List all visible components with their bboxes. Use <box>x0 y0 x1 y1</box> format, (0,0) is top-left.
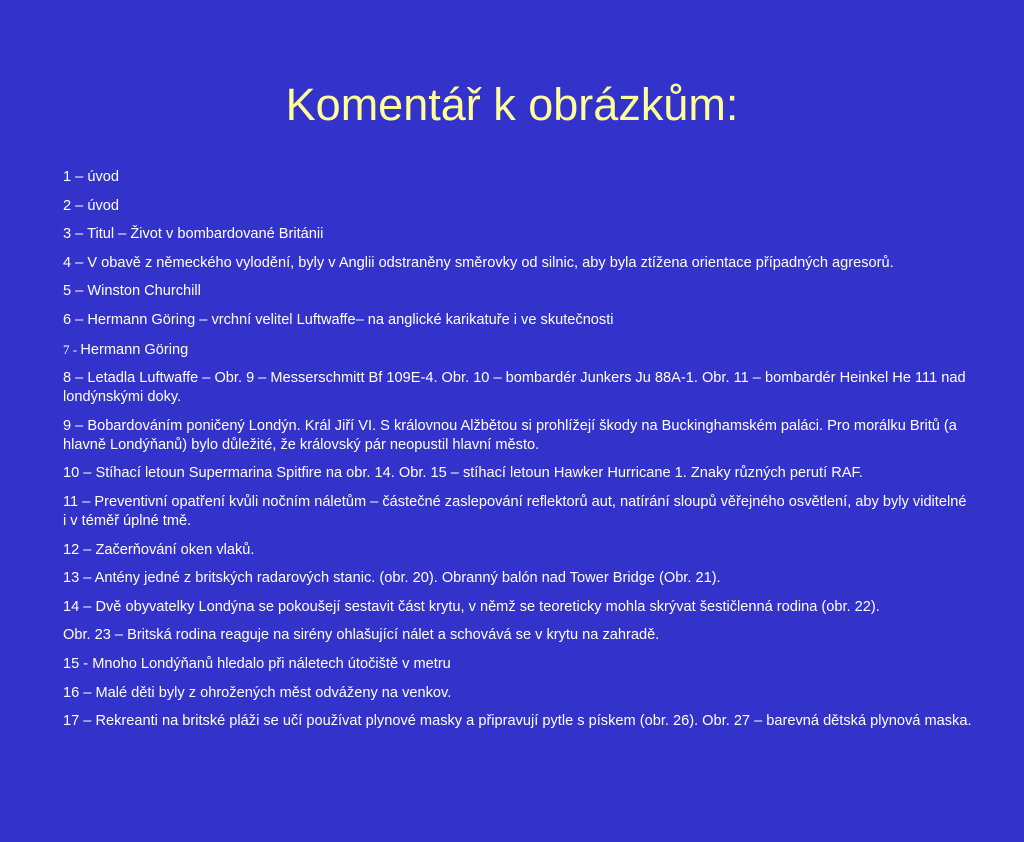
comment-list <box>63 168 973 741</box>
list-item <box>63 340 973 360</box>
list-item-text: Hermann Göring <box>80 341 189 358</box>
list-item: 4 – V obavě z německého vylodění, byly v Anglii odstraněny směrovky od silnic, aby byla ztížena orientace případných agresorů. <box>63 254 894 271</box>
list-item: 16 – Malé děti byly z ohrožených měst odváženy na venkov. <box>63 684 452 701</box>
list-item: 5 – Winston Churchill <box>63 283 201 300</box>
list-item: 11 – Preventivní opatření kvůli nočním náletům – částečné zaslepování reflektorů aut, natírání sloupů věřejného osvětlení, aby byly viditelné i v téměř úplné tmě. <box>63 493 967 529</box>
list-item: 14 – Dvě obyvatelky Londýna se pokoušejí sestavit část krytu, v němž se teoreticky mohla skrývat šestičlenná rodina (obr. 22). <box>63 598 880 615</box>
list-item: 3 – Titul – Život v bombardované Británii <box>63 226 324 243</box>
list-item-number: 7 - <box>63 341 81 357</box>
list-item: Obr. 23 – Britská rodina reaguje na sirény ohlašující nálet a schovává se v krytu na zahradě. <box>63 627 660 644</box>
list-item: 15 - Mnoho Londýňanů hledalo při náletech útočiště v metru <box>63 655 451 672</box>
slide-title: Komentář k obrázkům: <box>285 79 739 130</box>
list-item: 12 – Začerňování oken vlaků. <box>63 541 255 558</box>
list-item: 1 – úvod <box>63 169 119 185</box>
list-item: 6 – Hermann Göring – vrchní velitel Luftwaffe– na anglické karikatuře i ve skutečnosti <box>63 311 614 328</box>
list-item: 9 – Bobardováním poničený Londýn. Král Jiří VI. S královnou Alžbětou si prohlížejí škody na Buckinghamském paláci. Pro morálku Britů (a hlavně Londýňanů) bylo důležité, že královský pár neopustil hlavní město. <box>63 417 957 453</box>
list-item: 17 – Rekreanti na britské pláži se učí používat plynové masky a připravují pytle s pískem (obr. 26). Obr. 27 – barevná dětská plynová maska. <box>63 713 972 730</box>
list-item: 13 – Antény jedné z britských radarových stanic. (obr. 20). Obranný balón nad Tower Bridge (Obr. 21). <box>63 570 721 587</box>
list-item: 2 – úvod <box>63 197 119 214</box>
list-item: 10 – Stíhací letoun Supermarina Spitfire na obr. 14. Obr. 15 – stíhací letoun Hawker Hurricane 1. Znaky různých perutí RAF. <box>63 465 863 482</box>
list-item: 8 – Letadla Luftwaffe – Obr. 9 – Messerschmitt Bf 109E-4. Obr. 10 – bombardér Junkers Ju 88A-1. Obr. 11 – bombardér Heinkel He 111 nad londýnskými doky. <box>63 370 966 406</box>
